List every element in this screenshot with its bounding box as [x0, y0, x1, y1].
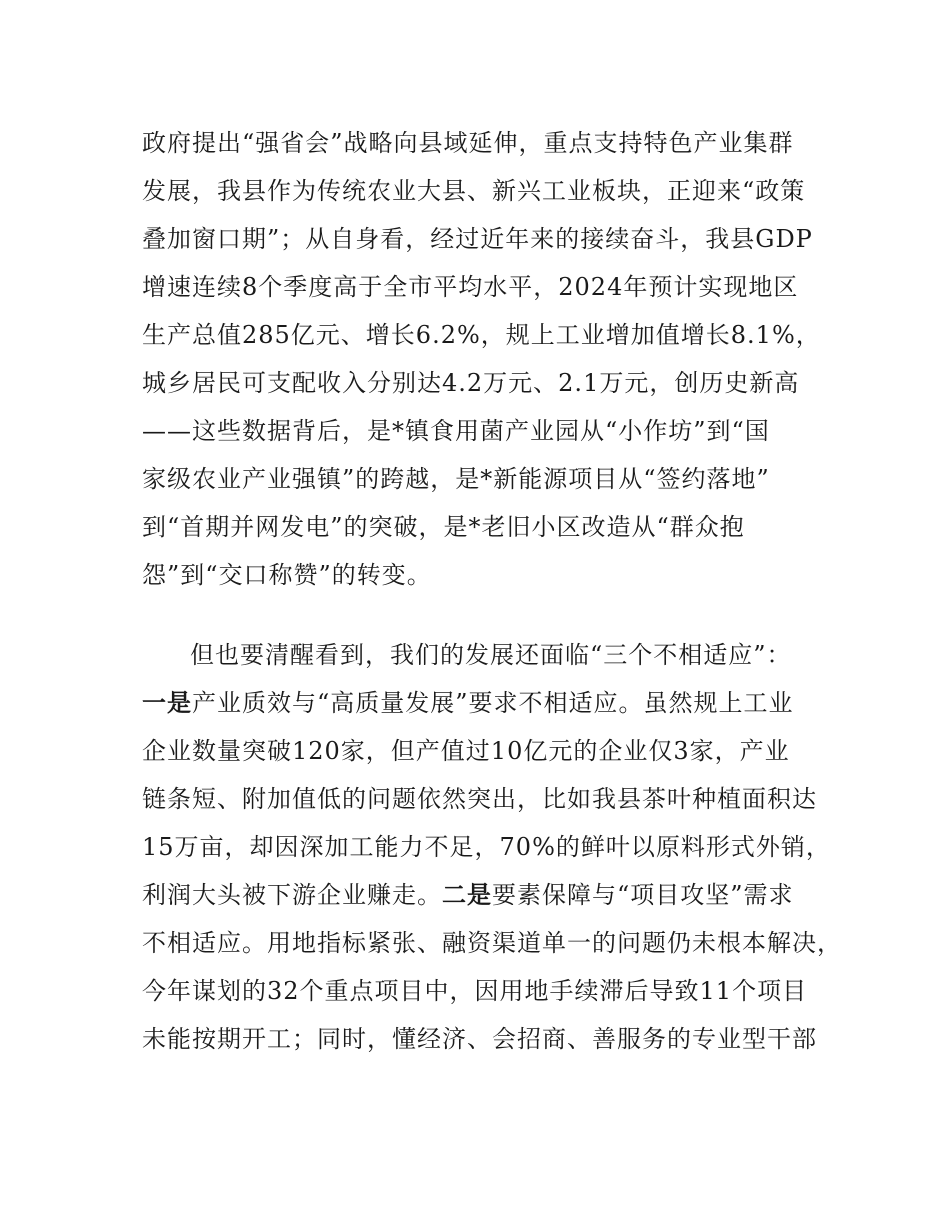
paragraph-1-line: 叠加窗口期”；从自身看，经过近年来的接续奋斗，我县GDP	[142, 225, 813, 253]
paragraph-2-line: 但也要清醒看到，我们的发展还面临“三个不相适应”：	[190, 641, 792, 669]
paragraph-1-line: 怨”到“交口称赞”的转变。	[142, 561, 432, 589]
paragraph-1-line: 城乡居民可支配收入分别达4.2万元、2.1万元，创历史新高	[142, 369, 800, 397]
paragraph-1-line: 家级农业产业强镇”的跨越，是*新能源项目从“签约落地”	[142, 465, 770, 493]
point-two-text: 要素保障与“项目攻坚”需求	[492, 881, 794, 909]
point-one-text: 产业质效与“高质量发展”要求不相适应。虽然规上工业	[192, 689, 794, 717]
paragraph-1-line: 生产总值285亿元、增长6.2%，规上工业增加值增长8.1%，	[142, 321, 821, 349]
paragraph-1-line: 增速连续8个季度高于全市平均水平，2024年预计实现地区	[142, 273, 799, 301]
paragraph-2-line: 链条短、附加值低的问题依然突出，比如我县茶叶种植面积达	[142, 785, 817, 813]
point-two-marker: 二是	[442, 881, 492, 909]
paragraph-1-line: 政府提出“强省会”战略向县域延伸，重点支持特色产业集群	[142, 129, 794, 157]
paragraph-2-line: 15万亩，却因深加工能力不足，70%的鲜叶以原料形式外销，	[142, 833, 831, 861]
point-one-marker: 一是	[142, 689, 192, 717]
paragraph-2-line	[142, 880, 794, 910]
paragraph-1-line: 到“首期并网发电”的突破，是*老旧小区改造从“群众抱	[142, 513, 745, 541]
paragraph-2-line: 不相适应。用地指标紧张、融资渠道单一的问题仍未根本解决，	[142, 929, 842, 957]
paragraph-2-line: 未能按期开工；同时，懂经济、会招商、善服务的专业型干部	[142, 1025, 817, 1053]
paragraph-1-line: 发展，我县作为传统农业大县、新兴工业板块，正迎来“政策	[142, 177, 806, 205]
paragraph-2-line: 今年谋划的32个重点项目中，因用地手续滞后导致11个项目	[142, 977, 808, 1005]
paragraph-2-line: 企业数量突破120家，但产值过10亿元的企业仅3家，产业	[142, 737, 790, 765]
point-one-ending: 利润大头被下游企业赚走。	[142, 881, 442, 909]
paragraph-1-line: ——这些数据背后，是*镇食用菌产业园从“小作坊”到“国	[142, 417, 770, 445]
paragraph-2-line	[142, 688, 794, 718]
